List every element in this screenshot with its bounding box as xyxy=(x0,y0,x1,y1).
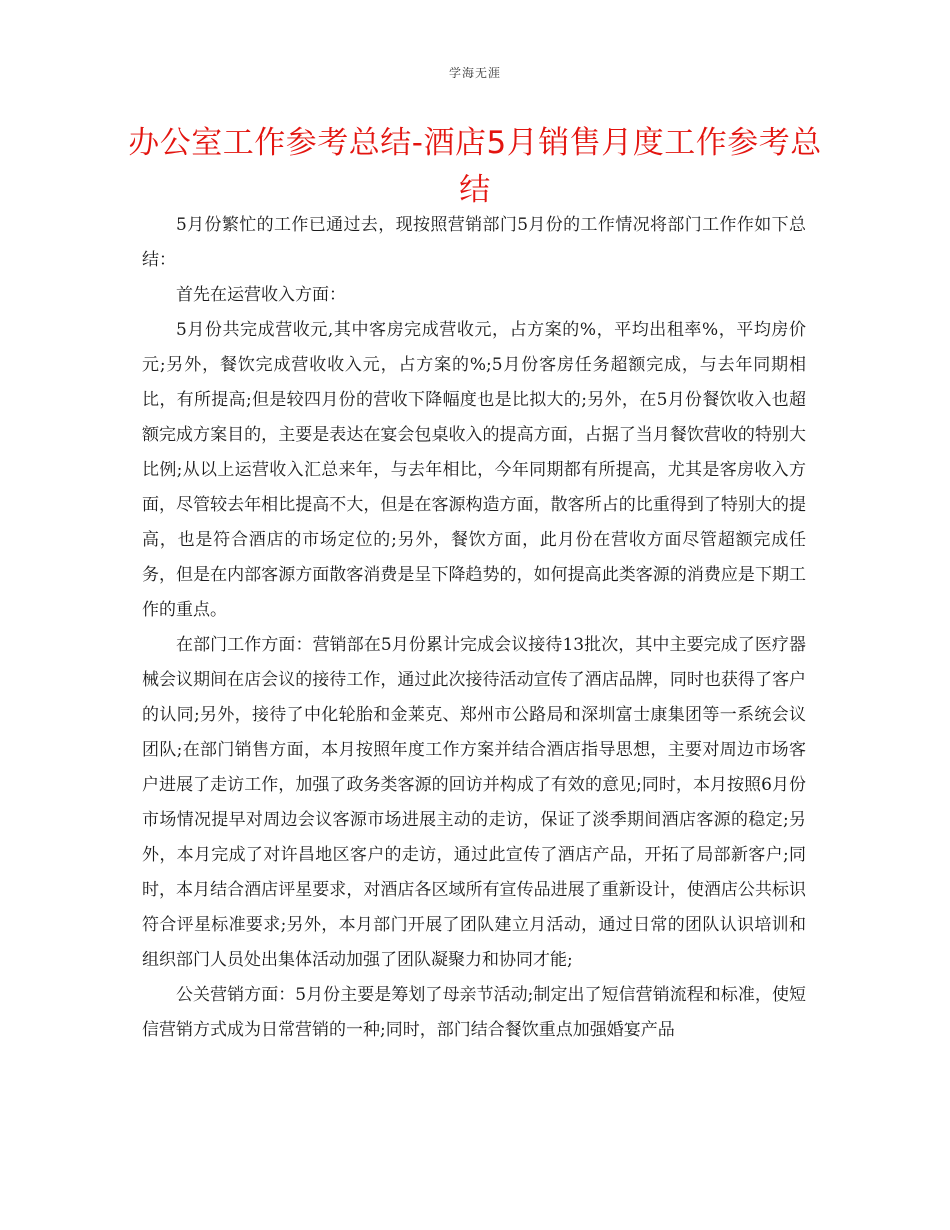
paragraph-intro: 5月份繁忙的工作已通过去，现按照营销部门5月份的工作情况将部门工作作如下总结： xyxy=(142,215,806,270)
document-title: 办公室工作参考总结-酒店5月销售月度工作参考总结 xyxy=(128,125,822,208)
paragraph-revenue-heading: 首先在运营收入方面： xyxy=(176,285,346,305)
paragraph-revenue: 5月份共完成营收元,其中客房完成营收元，占方案的%，平均出租率%，平均房价元;另外，餐饮完成营收收入元，占方案的%;5月份客房任务超额完成，与去年同期相比，有所提高;但是较四月份的营收下降幅度也是比拟大的;另外，在5月份餐饮收入也超额完成方案目的，主要是表达在宴会包桌收入的提高方面，占据了当月餐饮营收的特别大比例;从以上运营收入汇总来年，与去年相比，今年同期都有所提高，尤其是客房收入方面，尽管较去年相比提高不大，但是在客源构造方面，散客所占的比重得到了特别大的提高，也是符合酒店的市场定位的;另外，餐饮方面，此月份在营收方面尽管超额完成任务，但是在内部客源方面散客消费是呈下降趋势的，如何提高此类客源的消费应是下期工作的重点。 xyxy=(142,320,806,620)
paragraph-pr-marketing: 公关营销方面：5月份主要是筹划了母亲节活动;制定出了短信营销流程和标准，使短信营销方式成为日常营销的一种;同时，部门结合餐饮重点加强婚宴产品 xyxy=(142,985,806,1040)
paragraph-department-work: 在部门工作方面：营销部在5月份累计完成会议接待13批次，其中主要完成了医疗器械会议期间在店会议的接待工作，通过此次接待活动宣传了酒店品牌，同时也获得了客户的认同;另外，接待了中化轮胎和金莱克、郑州市公路局和深圳富士康集团等一系统会议团队;在部门销售方面，本月按照年度工作方案并结合酒店指导思想，主要对周边市场客户进展了走访工作，加强了政务类客源的回访并构成了有效的意见;同时，本月按照6月份市场情况提早对周边会议客源市场进展主动的走访，保证了淡季期间酒店客源的稳定;另外，本月完成了对许昌地区客户的走访，通过此宣传了酒店产品，开拓了局部新客户;同时，本月结合酒店评星要求，对酒店各区域所有宣传品进展了重新设计，使酒店公共标识符合评星标准要求;另外，本月部门开展了团队建立月活动，通过日常的团队认识培训和组织部门人员处出集体活动加强了团队凝聚力和协同才能; xyxy=(142,635,806,970)
document-body xyxy=(142,208,806,1048)
page-header: 学海无涯 xyxy=(448,66,501,80)
